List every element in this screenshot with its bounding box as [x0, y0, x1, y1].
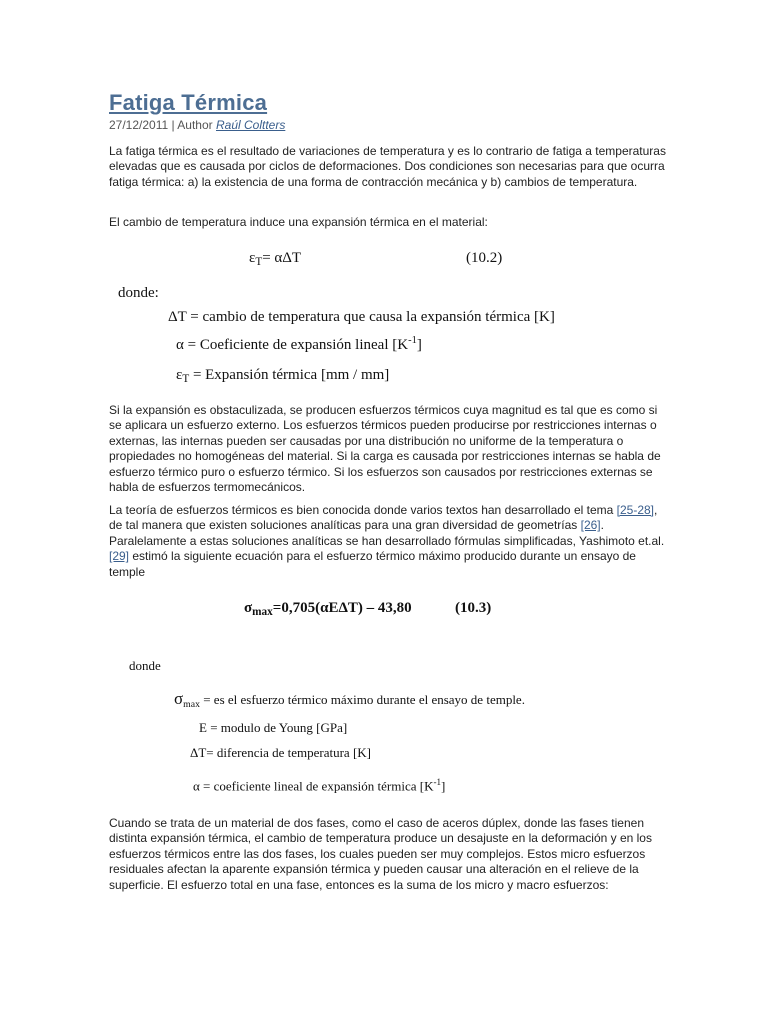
- author-link[interactable]: Raúl Coltters: [215, 118, 286, 132]
- equation-10-3: $\sigma_{max}=0,705(\alpha E\Delta T) - 43,80$: [244, 600, 412, 618]
- definition-epsilon: $\varepsilon_T$ = Expansión térmica [mm / mm]: [176, 367, 390, 385]
- definition-temperature-difference: ΔT= diferencia de temperatura [K]: [190, 745, 371, 760]
- reference-link-25-28[interactable]: [25-28]: [616, 503, 654, 517]
- reference-link-29[interactable]: [29]: [109, 549, 130, 564]
- paragraph-theory: La teoría de esfuerzos térmicos es bien conocida donde varios textos han desarrollado el tema [25-28], de tal manera que existen soluciones analíticas para una gran diversidad de geometrías [26]. Paralelamente a estas soluciones analíticas se han desarrollado fórmulas simplificadas, Yashimoto et.al. [29] estimó la siguiente ecuación para el esfuerzo térmico máximo producido durante un ensayo de temple: [109, 503, 665, 579]
- paragraph-intro: La fatiga térmica es el resultado de variaciones de temperatura y es lo contrario de fatiga a temperaturas elevadas que es causada por ciclos de deformaciones. Dos condiciones son necesarias para que ocurra fatiga térmica: a) la existencia de una forma de contracción mecánica y b) cambios de temperatura.: [109, 144, 666, 189]
- article-date: 27/12/2011 | Author: [109, 118, 216, 132]
- definition-alpha: α = Coeficiente de expansión lineal $[K^{-1}]$: [176, 335, 422, 353]
- equation-10-2-number: (10.2): [466, 250, 503, 266]
- definition-delta-t: ΔT = cambio de temperatura que causa la expansión térmica [K]: [168, 309, 555, 325]
- reference-link-26[interactable]: [26]: [580, 518, 601, 533]
- definition-young-modulus: E = modulo de Young [GPa]: [199, 720, 348, 735]
- equation-10-3-number: (10.3): [455, 600, 492, 616]
- donde-label-2: donde: [129, 658, 161, 673]
- article-meta: [109, 118, 285, 132]
- equation-10-2: $\varepsilon_T= \alpha\Delta T$: [249, 250, 302, 268]
- paragraph-expansion: El cambio de temperatura induce una expansión térmica en el material:: [109, 215, 488, 229]
- paragraph-restrictions: Si la expansión es obstaculizada, se producen esfuerzos térmicos cuya magnitud es tal que es como si se aplicara un esfuerzo externo. Los esfuerzos térmicos pueden producirse por restricciones internas o externas, las internas pueden ser causadas por una distribución no uniforme de la temperatura o propiedades no homogéneas del material. Si la carga es causada por restricciones internas se habla de esfuerzo térmico puro o esfuerzo térmico. Si los esfuerzos son causados por restricciones externas se habla de esfuerzos termomecánicos.: [109, 403, 661, 495]
- donde-label-1: donde:: [118, 285, 159, 301]
- article-title[interactable]: Fatiga Térmica: [109, 90, 268, 115]
- definition-sigma-max: $\sigma_{max}$ = es el esfuerzo térmico máximo durante el ensayo de temple.: [174, 689, 525, 710]
- paragraph-two-phase: Cuando se trata de un material de dos fases, como el caso de aceros dúplex, donde las fases tienen distinta expansión térmica, el cambio de temperatura produce un desajuste en la deformación y en los esfuerzos térmicos entre las dos fases, los cuales pueden ser muy complejos. Estos micro esfuerzos residuales afectan la aparente expansión térmica y pueden causar una alteración en el relieve de la superficie. El esfuerzo total en una fase, entonces es la suma de los micro y macro esfuerzos:: [109, 816, 652, 892]
- definition-expansion-coefficient: α = coeficiente lineal de expansión térmica $[K^{-1}]$: [193, 777, 446, 794]
